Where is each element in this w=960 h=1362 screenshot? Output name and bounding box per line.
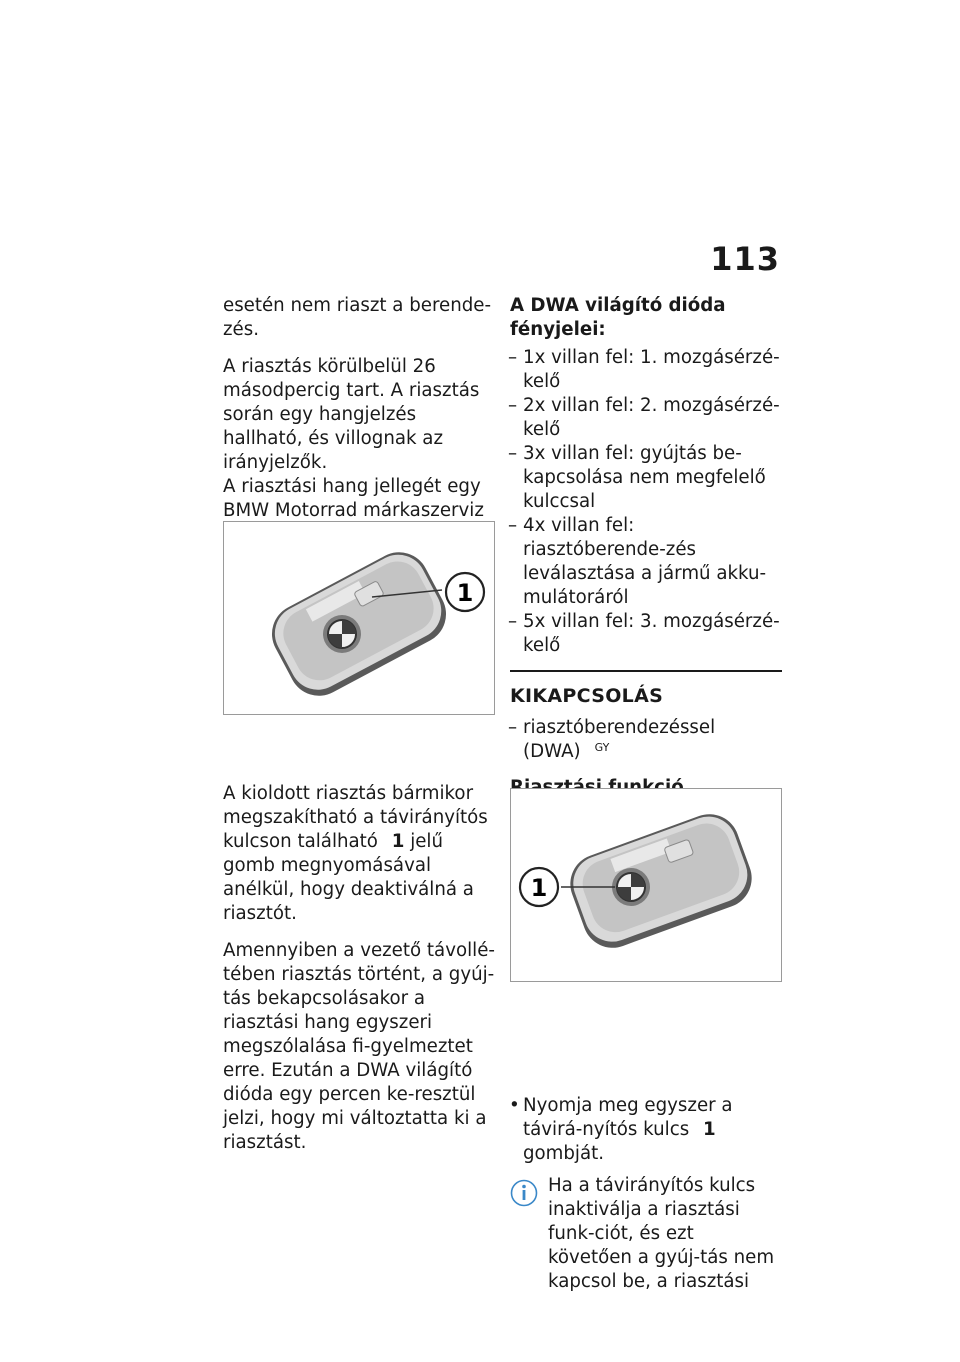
list-item xyxy=(510,716,782,764)
dwa-led-heading: A DWA világító dióda fényjelei: xyxy=(510,295,726,340)
key-fob-illustration xyxy=(224,522,494,714)
section-title: KIKAPCSOLÁS xyxy=(510,685,664,707)
equipment-item-text: riasztóberendezéssel (DWA) xyxy=(523,717,716,762)
press-button-reference: 1 xyxy=(702,1119,716,1140)
key-fob-figure-2 xyxy=(510,788,782,982)
figure1-callout-1: 1 xyxy=(456,579,474,607)
paragraph-alarm-no-trigger: esetén nem riaszt a berende-zés. xyxy=(223,295,492,340)
list-item: – 1x villan fel: 1. mozgásérzé-kelő xyxy=(510,346,782,394)
page-number: 113 xyxy=(710,240,780,278)
key-fob-figure-1 xyxy=(223,521,495,715)
list-item: – 5x villan fel: 3. mozgásérzé-kelő xyxy=(510,610,782,658)
cancel-button-reference: 1 xyxy=(391,831,405,852)
paragraph-alarm-cancel xyxy=(223,782,495,926)
press-text-pre: Nyomja meg egyszer a távirá-nyítós kulcs xyxy=(523,1095,733,1140)
section-divider xyxy=(510,670,782,672)
paragraph-alarm-sound: A riasztási hang jellegét egy BMW Motorrad márkaszerviz xyxy=(223,476,484,521)
paragraph-alarm-absence: Amennyiben a vezető távollé-tében riasztás történt, a gyúj-tás bekapcsolásakor a riasztási hang egyszeri megszólalása fi-gyelmeztet erre. Ezután a DWA világító dióda egy percen ke-resztül jelzi, hogy mi változtatta ki a riasztást. xyxy=(223,940,495,1153)
info-note xyxy=(510,1174,782,1294)
list-item: – 3x villan fel: gyújtás be-kapcsolása nem megfelelő kulccsal xyxy=(510,442,782,514)
press-text-post: gombját. xyxy=(523,1143,605,1164)
info-icon xyxy=(510,1178,538,1208)
left-column xyxy=(223,294,495,1168)
dwa-signal-list xyxy=(510,346,782,658)
list-item: – 2x villan fel: 2. mozgásérzé-kelő xyxy=(510,394,782,442)
cancel-text-post: jelű gomb megnyomásával anélkül, hogy deaktiválná a riasztót. xyxy=(223,831,474,924)
equipment-superscript: GY xyxy=(594,741,610,754)
equipment-list xyxy=(510,716,782,764)
paragraph-alarm-duration: A riasztás körülbelül 26 másodpercig tart. A riasztás során egy hangjelzés hallható, és villognak az irányjelzők. xyxy=(223,356,480,473)
info-note-text: Ha a távirányítós kulcs inaktiválja a riasztási funk-ciót, és ezt követően a gyúj-tás nem kapcsol be, a riasztási xyxy=(548,1175,775,1292)
list-item: – 4x villan fel: riasztóberende-zés leválasztása a jármű akku-mulátoráról xyxy=(510,514,782,610)
figure2-callout-1: 1 xyxy=(530,874,548,902)
cancel-text-pre: A kioldott riasztás bármikor megszakítható a távirányítós kulcson található xyxy=(223,783,488,852)
bullet-press-button xyxy=(510,1094,782,1166)
key-fob-illustration xyxy=(511,789,781,981)
